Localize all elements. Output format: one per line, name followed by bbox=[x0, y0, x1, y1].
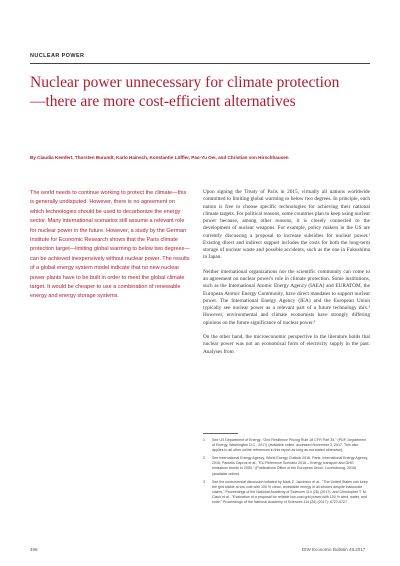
footnote-number: 2 bbox=[203, 456, 205, 461]
footnote bbox=[203, 480, 370, 505]
footnote-text: See the controversial discussion initiated by Mark Z. Jacobson et al., "The United States can keep the grid stable at low cost with 100 % clean, renewable energy in all sectors despite inaccurate claims," Proceedings of the National Academy of Sciences 114 (26) (2017); and Christopher T. M. Clack et al., "Evaluation of a proposal for reliable low-cost grid power with 100 % wind, water, and solar," Proceedings of the National Academy of Sciences 114 (26) (2017): 6722-6727. bbox=[212, 479, 368, 505]
body-paragraph: On the other hand, the microeconomic perspective in the literature holds that nuclear power was not an economical form of electricity supply in the past. Analyses from bbox=[203, 334, 370, 355]
footnote-rule bbox=[203, 433, 238, 434]
page-number: 498 bbox=[30, 547, 38, 552]
body-column bbox=[203, 189, 370, 363]
footnote-text: See International Energy Agency, World Energy Outlook 2016, Paris: International Energy Agency, 2016; Pantelis Capros et al., "EU Reference Scenario 2016 – Energy, transport and GHG emissions trends to 2050," (Publications Office of the European Union, Luxembourg, 2016) (available online). bbox=[212, 456, 369, 476]
journal-name: DIW Economic Bulletin 48.2017 bbox=[302, 547, 366, 552]
article-title: Nuclear power unnecessary for climate protection—there are more cost-efficient alternatives bbox=[30, 74, 340, 110]
authors: By Claudia Kemfert, Thorsten Burandt, Karlo Hainsch, Konstantin Löffler, Pao-Yu Oei, and Christian von Hirschhausen bbox=[30, 155, 289, 160]
footnote bbox=[203, 438, 370, 453]
footnote-text: See US Department of Energy, "Grid Resilience Pricing Rule 18 CFR Part 35," (PDF, Department of Energy, Washington D.C., 2017) (available online, accessed November 3, 2017. This also applies to all other online references in this report as long as not stated otherwise). bbox=[212, 438, 367, 453]
footnote-number: 3 bbox=[203, 479, 205, 484]
footnote bbox=[203, 456, 370, 476]
section-label: NUCLEAR POWER bbox=[30, 53, 85, 59]
footnotes bbox=[203, 438, 370, 508]
body-paragraph: Neither international organizations nor the scientific community can come to an agreement on nuclear power's role in climate protection. Some institutions, such as the International Atomic Energy Agency (IAEA) and EURATOM, the European Atomic Energy Community, have direct mandates to support nuclear power. The International Energy Agency (IEA) and the European Union typically see nuclear power as a relevant part of a future technology mix.² However, environmental and climate economists have strongly differing opinions on the future significance of nuclear power.³ bbox=[203, 268, 370, 326]
footnote-number: 1 bbox=[203, 438, 205, 442]
abstract: The world needs to continue working to protect the climate—this is generally undisputed. However, there is no agreement on which technologies should be used to decarbonize the energy sector. Many international scenarios still assume a relevant role for nuclear power in the future. However, a study by the German Institute for Economic Research shows that the Paris climate protection target—limiting global warming to below two degrees—can be achieved inexpensively without nuclear power. The results of a global energy system model indicate that no new nuclear power plants have to be built in order to meet the global climate target. It would be cheaper to use a combination of renewable energy and energy storage systems. bbox=[30, 190, 190, 300]
section-rule bbox=[30, 63, 370, 64]
body-paragraph: Upon signing the Treaty of Paris in 2015, virtually all nations worldwide committed to limiting global warming to below two degrees. In principle, each nation is free to choose specific technologies for achieving their national climate targets. For political reasons, some countries plan to keep using nuclear power because, among other reasons, it is closely connected to the development of nuclear weapons. For example, policy makers in the US are currently discussing a proposal to increase subsidies for nuclear power.¹ Existing direct and indirect support includes the costs for both the long-term storage of nuclear waste and possible accidents, such as the one in Fukushima in Japan. bbox=[203, 189, 370, 261]
